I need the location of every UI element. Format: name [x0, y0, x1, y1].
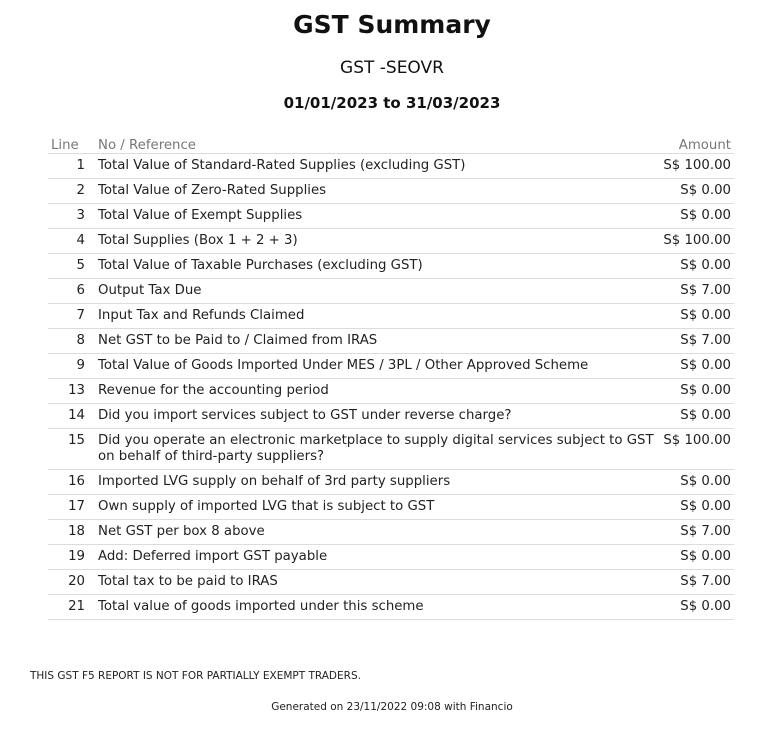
row-line-number: 9 [48, 354, 95, 379]
row-amount: S$ 100.00 [660, 154, 734, 179]
row-reference: Total Value of Standard-Rated Supplies (excluding GST) [95, 154, 660, 179]
row-amount: S$ 7.00 [660, 570, 734, 595]
row-line-number: 8 [48, 329, 95, 354]
row-reference: Revenue for the accounting period [95, 379, 660, 404]
table-body [48, 154, 734, 620]
row-amount: S$ 0.00 [660, 379, 734, 404]
row-amount: S$ 0.00 [660, 254, 734, 279]
row-amount: S$ 0.00 [660, 179, 734, 204]
row-amount: S$ 0.00 [660, 204, 734, 229]
table-row [48, 570, 734, 595]
row-reference: Total tax to be paid to IRAS [95, 570, 660, 595]
row-reference: Total Value of Zero-Rated Supplies [95, 179, 660, 204]
row-reference: Did you operate an electronic marketplace to supply digital services subject to GST on behalf of third-party suppliers? [95, 429, 660, 470]
row-line-number: 7 [48, 304, 95, 329]
row-line-number: 19 [48, 545, 95, 570]
row-reference: Did you import services subject to GST under reverse charge? [95, 404, 660, 429]
table-row [48, 470, 734, 495]
row-reference: Add: Deferred import GST payable [95, 545, 660, 570]
row-line-number: 20 [48, 570, 95, 595]
table-row [48, 154, 734, 179]
row-amount: S$ 100.00 [660, 229, 734, 254]
table-row [48, 354, 734, 379]
row-reference: Total Value of Taxable Purchases (excluding GST) [95, 254, 660, 279]
header-line: Line [48, 135, 95, 154]
row-reference: Own supply of imported LVG that is subject to GST [95, 495, 660, 520]
table-row [48, 279, 734, 304]
table-row [48, 304, 734, 329]
row-line-number: 18 [48, 520, 95, 545]
table-row [48, 520, 734, 545]
table-row [48, 429, 734, 470]
table-header-row [48, 135, 734, 154]
table-row [48, 329, 734, 354]
row-amount: S$ 7.00 [660, 279, 734, 304]
row-reference: Total Value of Exempt Supplies [95, 204, 660, 229]
row-reference: Total Supplies (Box 1 + 2 + 3) [95, 229, 660, 254]
row-amount: S$ 0.00 [660, 304, 734, 329]
row-line-number: 14 [48, 404, 95, 429]
row-line-number: 17 [48, 495, 95, 520]
row-line-number: 6 [48, 279, 95, 304]
report-title: GST Summary [293, 10, 491, 39]
row-amount: S$ 100.00 [660, 429, 734, 470]
row-line-number: 21 [48, 595, 95, 620]
row-amount: S$ 0.00 [660, 595, 734, 620]
row-reference: Imported LVG supply on behalf of 3rd party suppliers [95, 470, 660, 495]
row-reference: Input Tax and Refunds Claimed [95, 304, 660, 329]
row-line-number: 4 [48, 229, 95, 254]
row-amount: S$ 0.00 [660, 470, 734, 495]
report-period: 01/01/2023 to 31/03/2023 [283, 94, 501, 112]
table-header [48, 135, 734, 154]
row-amount: S$ 0.00 [660, 545, 734, 570]
row-amount: S$ 0.00 [660, 404, 734, 429]
report-subtitle: GST -SEOVR [340, 58, 444, 78]
header-reference: No / Reference [95, 135, 660, 154]
header-amount: Amount [660, 135, 734, 154]
row-reference: Total Value of Goods Imported Under MES / 3PL / Other Approved Scheme [95, 354, 660, 379]
row-amount: S$ 7.00 [660, 329, 734, 354]
table-row [48, 204, 734, 229]
table-row [48, 545, 734, 570]
table-row [48, 179, 734, 204]
row-reference: Net GST per box 8 above [95, 520, 660, 545]
row-line-number: 5 [48, 254, 95, 279]
row-line-number: 13 [48, 379, 95, 404]
report-footer: Generated on 23/11/2022 09:08 with Financio [271, 701, 513, 713]
row-amount: S$ 0.00 [660, 354, 734, 379]
row-line-number: 3 [48, 204, 95, 229]
gst-summary-table [48, 135, 734, 620]
row-reference: Total value of goods imported under this scheme [95, 595, 660, 620]
row-reference: Net GST to be Paid to / Claimed from IRAS [95, 329, 660, 354]
row-reference: Output Tax Due [95, 279, 660, 304]
table-row [48, 404, 734, 429]
row-line-number: 2 [48, 179, 95, 204]
table-row [48, 495, 734, 520]
row-line-number: 15 [48, 429, 95, 470]
table-row [48, 254, 734, 279]
row-line-number: 16 [48, 470, 95, 495]
row-amount: S$ 7.00 [660, 520, 734, 545]
table-row [48, 595, 734, 620]
table-row [48, 379, 734, 404]
table-row [48, 229, 734, 254]
report-note: THIS GST F5 REPORT IS NOT FOR PARTIALLY EXEMPT TRADERS. [30, 670, 361, 682]
row-amount: S$ 0.00 [660, 495, 734, 520]
row-line-number: 1 [48, 154, 95, 179]
